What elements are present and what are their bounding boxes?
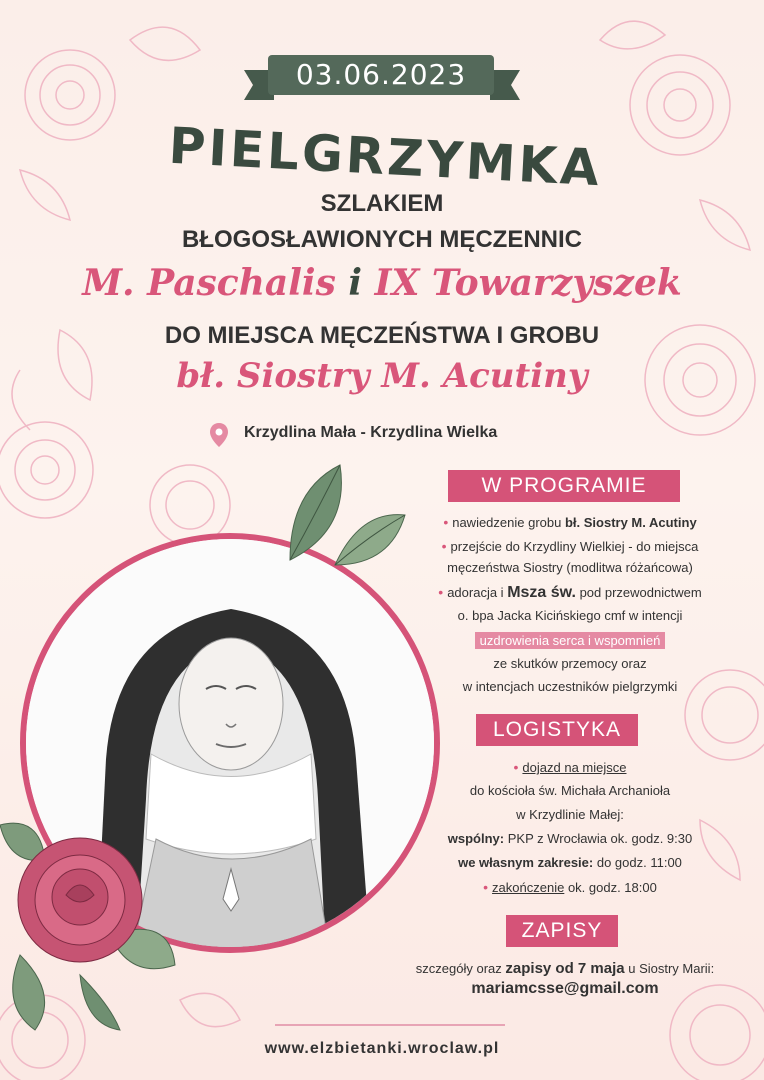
martyrs-name-b: IX Towarzyszek [374, 262, 682, 304]
date-banner: 03.06.2023 [268, 55, 494, 95]
logistics-own-transport: we własnym zakresie: do godz. 11:00 [458, 855, 682, 870]
website-divider [275, 1024, 505, 1026]
subtitle-line-2: BŁOGOSŁAWIONYCH MĘCZENNIC [182, 226, 582, 253]
program-item-grave-visit: • nawiedzenie grobu bł. Siostry M. Acutiny [443, 514, 697, 530]
rose-outline-right-bottom [670, 670, 764, 1080]
signup-email[interactable]: mariamcsse@gmail.com [471, 980, 659, 997]
pink-rose-decoration [0, 805, 180, 1035]
bullet-icon: • [513, 759, 519, 775]
martyrs-name-a: M. Paschalis [82, 262, 336, 304]
leaves-top-decoration [280, 460, 410, 580]
logistics-heading: LOGISTYKA [476, 714, 638, 746]
logistics-arrival: • dojazd na miejsce [513, 759, 627, 775]
location-text: Krzydlina Mała - Krzydlina Wielka [244, 424, 498, 441]
signup-details: szczegóły oraz zapisy od 7 maja u Siostry Marii: [415, 960, 715, 977]
program-item-mass-line-1: • adoracja i Msza św. pod przewodnictwem [438, 584, 702, 601]
logistics-church-line-2: w Krzydlinie Małej: [516, 807, 624, 822]
logistics-end-time: • zakończenie ok. godz. 18:00 [483, 879, 657, 895]
logistics-shared-transport: wspólny: PKP z Wrocławia ok. godz. 9:30 [447, 831, 693, 846]
program-item-mass-highlight: uzdrowienia serca i wspomnień [410, 630, 730, 652]
destination-line: DO MIEJSCA MĘCZEŃSTWA I GROBU [164, 322, 600, 349]
bullet-icon: • [483, 879, 489, 895]
bullet-icon: • [443, 514, 449, 530]
martyrs-conjunction: i [348, 262, 363, 304]
logistics-church-line-1: do kościoła św. Michała Archanioła [469, 783, 671, 798]
martyrs-heading [0, 262, 764, 304]
subtitle-line-1: SZLAKIEM [320, 190, 444, 217]
website-link[interactable]: www.elzbietanki.wroclaw.pl [264, 1040, 500, 1057]
program-item-mass-line-4: ze skutków przemocy oraz [493, 656, 647, 671]
signup-heading: ZAPISY [506, 915, 618, 947]
program-heading: W PROGRAMIE [448, 470, 680, 502]
program-item-mass-line-2: o. bpa Jacka Kicińskiego cmf w intencji [457, 608, 683, 623]
location-pin-icon [209, 422, 229, 448]
program-item-walk-line-2: męczeństwa Siostry (modlitwa różańcowa) [447, 560, 693, 575]
bullet-icon: • [438, 584, 444, 600]
blessed-name: bł. Siostry M. Acutiny [176, 356, 588, 396]
ribbon-tail-right [490, 70, 520, 100]
bullet-icon: • [441, 538, 447, 554]
title-pielgrzymka: PIELGRZYMKA [167, 116, 604, 198]
program-item-mass-line-5: w intencjach uczestników pielgrzymki [462, 679, 678, 694]
program-item-walk-line-1: • przejście do Krzydliny Wielkiej - do miejsca [441, 538, 699, 554]
